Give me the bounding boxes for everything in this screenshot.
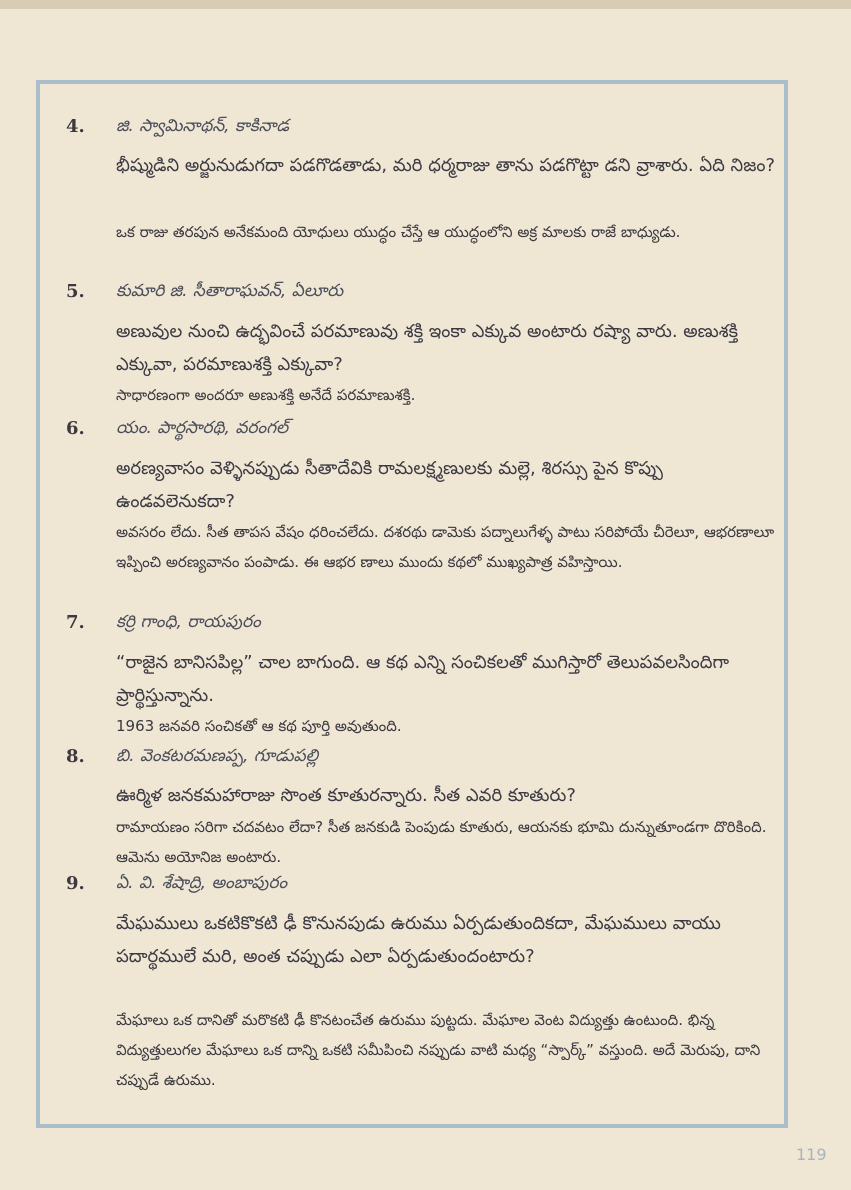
entry-number: 4. <box>66 116 85 137</box>
asker-name: కర్రి గాంధి, రాయపురం <box>116 612 261 632</box>
entry-number: 6. <box>66 418 85 439</box>
question-text: “రాజైన బానిసపిల్ల” చాల బాగుంది. ఆ కథ ఎన్ని సంచికలతో ముగిస్తారో తెలుపవలసిందిగా ప్రార్థిస్తున్నాను. <box>116 652 730 706</box>
asker-name: జి. స్వామినాథన్, కాకినాడ <box>116 116 289 136</box>
answer-text: మేఘాలు ఒక దానితో మరొకటి ఢీ కొనటంచేత ఉరుము పుట్టదు. మేఘాల వెంట విద్యుత్తు ఉంటుంది. భిన్న విద్యుత్తులుగల మేఘాలు ఒక దాన్ని ఒకటి సమీపించి నప్పుడు వాటి మధ్య “స్పార్క్” వస్తుంది. అదే మెరుపు, దాని చప్పుడే ఉరుము. <box>116 1011 761 1089</box>
question-text: ఊర్మిళ జనకమహారాజు సొంత కూతురన్నారు. సీత ఎవరి కూతురు? <box>116 785 576 806</box>
answer-text: 1963 జనవరి సంచికతో ఆ కథ పూర్తి అవుతుంది. <box>116 717 402 735</box>
question-text: భీష్ముడిని అర్జునుడుగదా పడగొడతాడు, మరి ధర్మరాజు తాను పడగొట్టా డని వ్రాశారు. ఏది నిజం? <box>116 155 776 176</box>
entry-number: 8. <box>66 746 85 767</box>
asker-name: యం. పార్థసారథి, వరంగల్ <box>116 418 289 438</box>
answer-text: సాధారణంగా అందరూ అణుశక్తి అనేదే పరమాణుశక్తి. <box>116 386 416 404</box>
asker-name: బి. వెంకటరమణప్ప, గూడుపల్లి <box>116 746 319 766</box>
asker-name: ఏ. వి. శేషాద్రి, అంబాపురం <box>116 873 288 893</box>
entry-number: 9. <box>66 873 85 894</box>
top-edge-strip <box>0 0 851 9</box>
page-number: 119 <box>796 1145 827 1164</box>
entry-number: 7. <box>66 612 85 633</box>
question-text: అరణ్యవాసం వెళ్ళినప్పుడు సీతాదేవికి రామలక్ష్మణులకు మల్లె, శిరస్సు పైన కొప్పు ఉండవలెనుకదా? <box>116 458 663 512</box>
answer-text: ఒక రాజు తరపున అనేకమంది యోధులు యుద్ధం చేస్తే ఆ యుద్ధంలోని అక్ర మాలకు రాజే బాధ్యుడు. <box>116 223 681 241</box>
answer-text: రామాయణం సరిగా చదవటం లేదా? సీత జనకుడి పెంపుడు కూతురు, ఆయనకు భూమి దున్నుతూండగా దొరికింది. ఆమెను అయోనిజ అంటారు. <box>116 818 767 866</box>
answer-text: అవసరం లేదు. సీత తాపస వేషం ధరించలేదు. దశరథు డామెకు పద్నాలుగేళ్ళ పాటు సరిపోయే చీరెలూ, ఆభరణాలూ ఇప్పించి అరణ్యవానం పంపాడు. ఈ ఆభర ణాలు ముందు కథలో ముఖ్యపాత్ర వహిస్తాయి. <box>116 523 775 571</box>
question-text: అణువుల నుంచి ఉద్భవించే పరమాణువు శక్తి ఇంకా ఎక్కువ అంటారు రష్యా వారు. అణుశక్తి ఎక్కువా, పరమాణుశక్తి ఎక్కువా? <box>116 321 739 375</box>
entry-number: 5. <box>66 281 85 302</box>
question-text: మేఘములు ఒకటికొకటి ఢీ కొనునపుడు ఉరుము ఏర్పడుతుందికదా, మేఘములు వాయు పదార్థములే మరి, అంత చప్పుడు ఎలా ఏర్పడుతుందంటారు? <box>116 913 721 967</box>
asker-name: కుమారి జి. సీతారాఘవన్, ఏలూరు <box>116 281 344 301</box>
